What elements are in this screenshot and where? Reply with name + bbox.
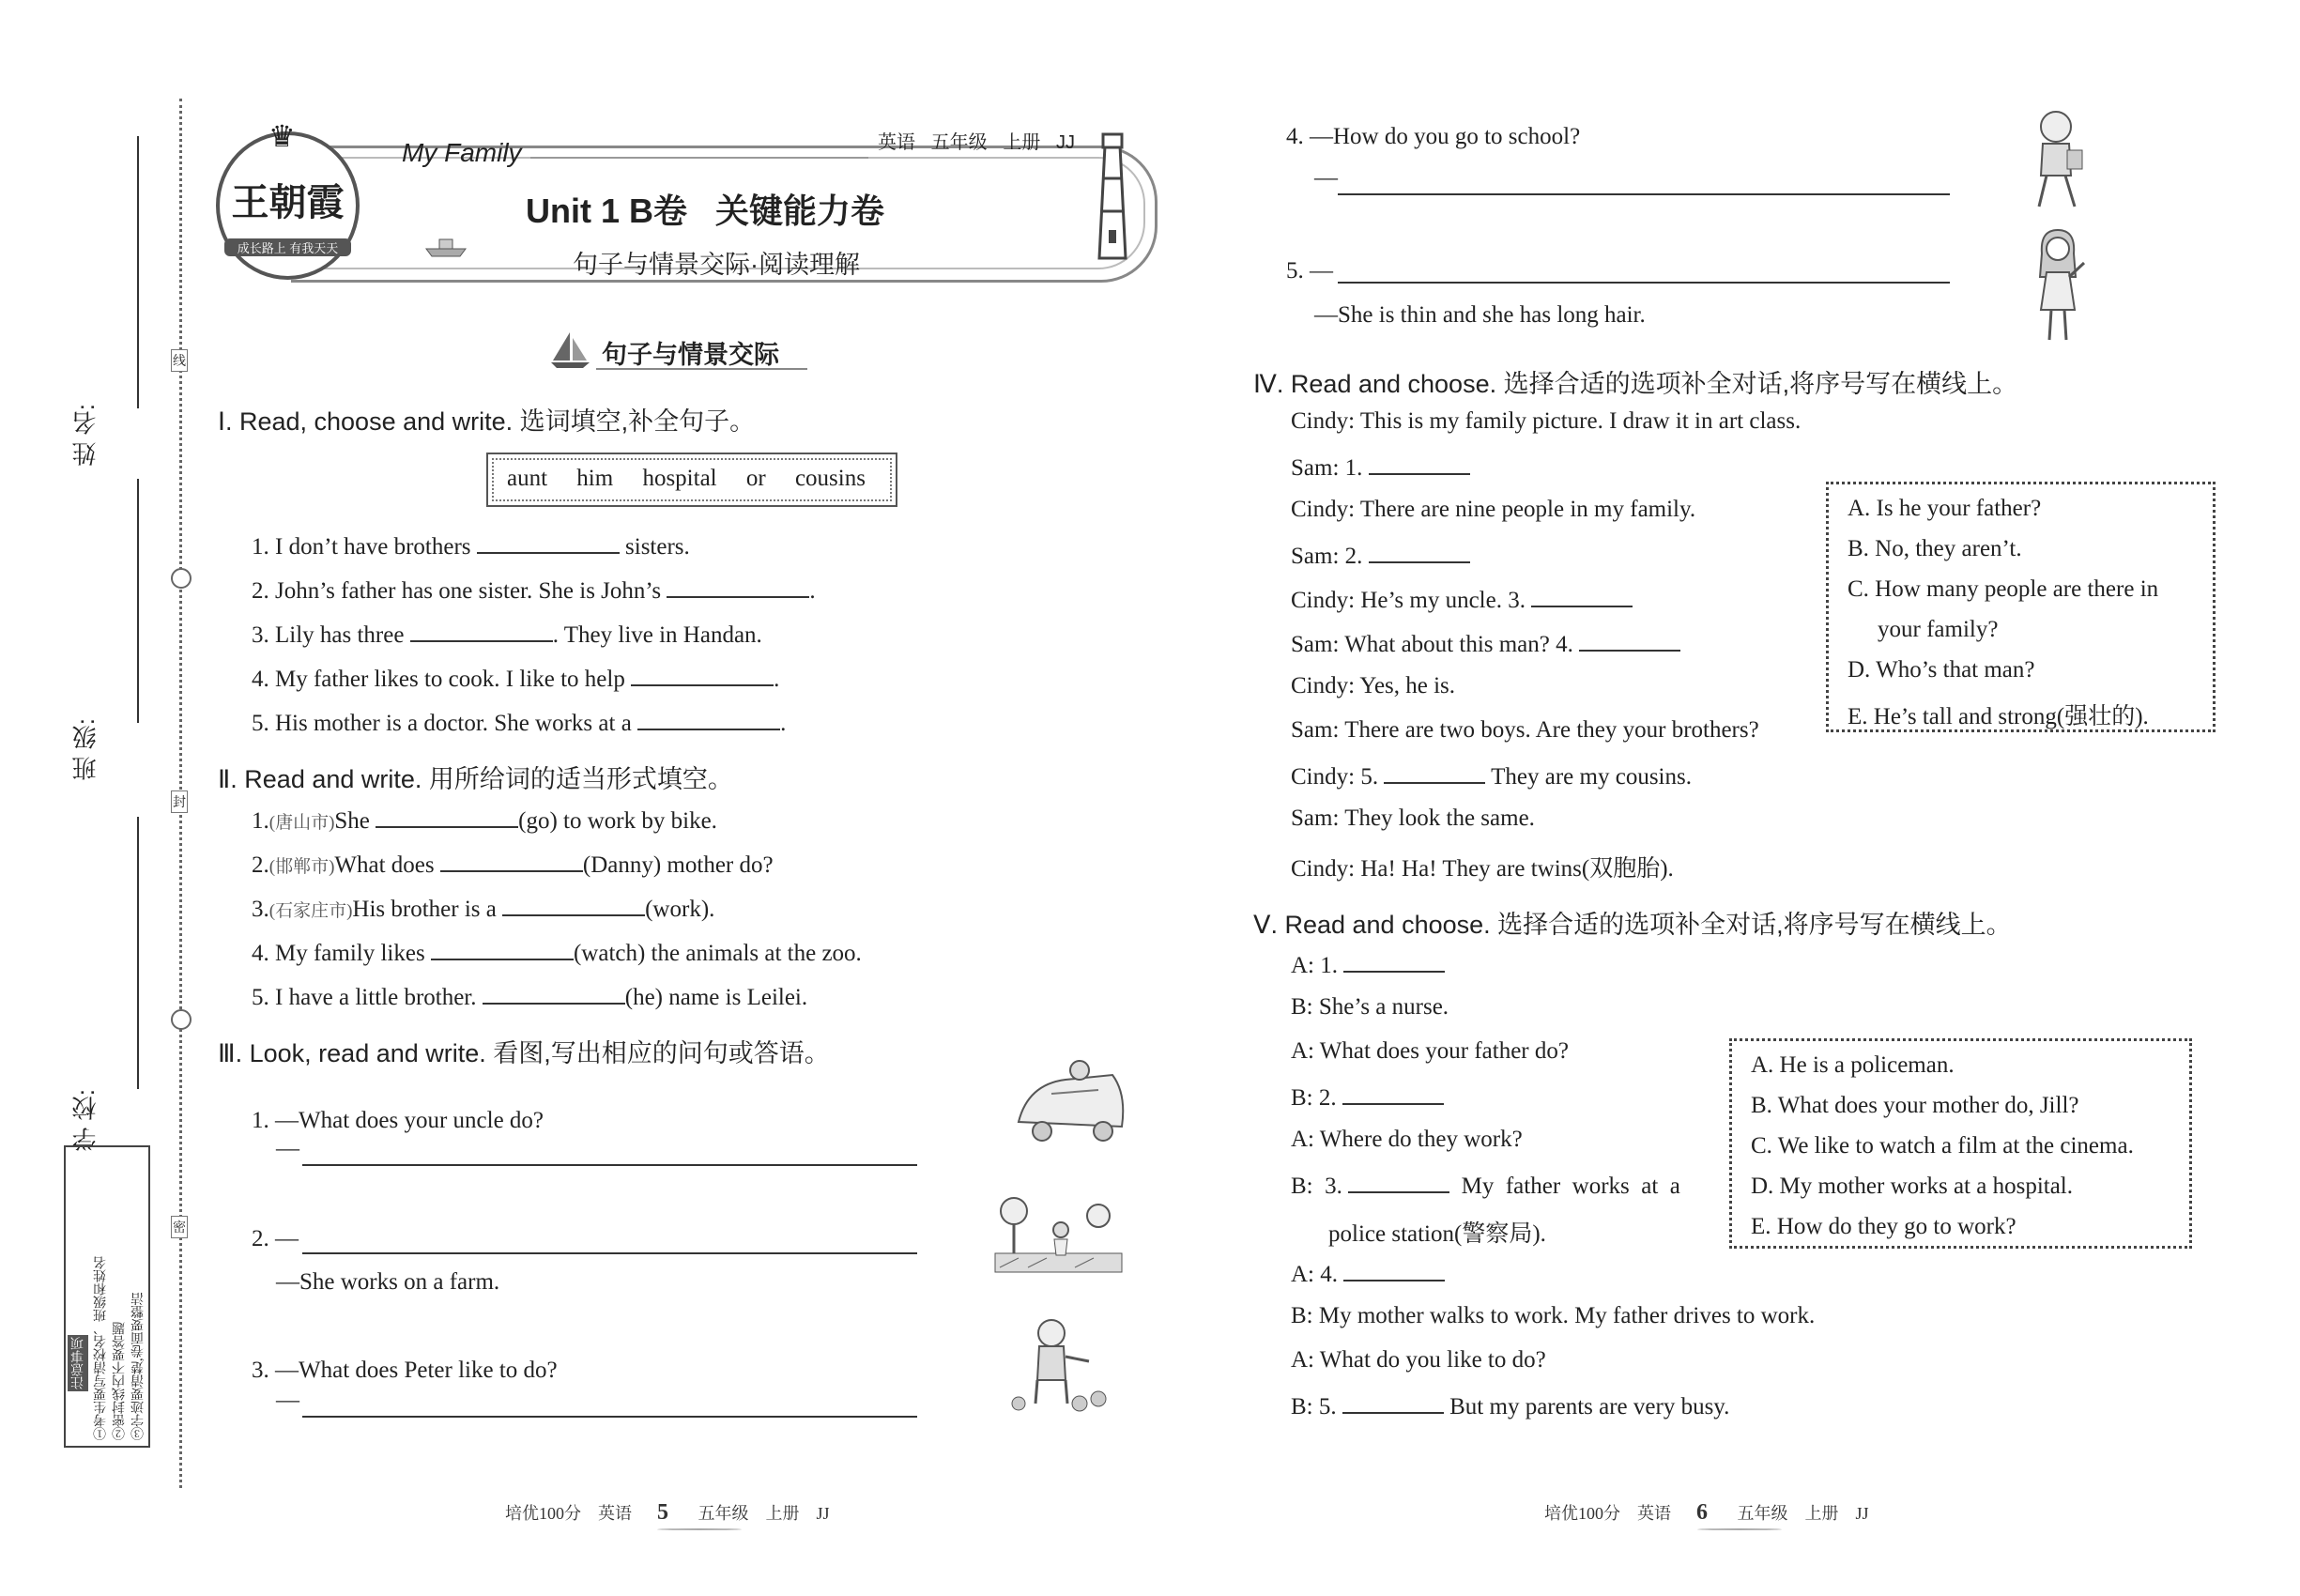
word-cousins: cousins bbox=[794, 466, 866, 491]
header bbox=[207, 108, 1183, 296]
part2-blank-3[interactable] bbox=[502, 894, 645, 916]
part2-item-3-num: 3. bbox=[252, 897, 269, 922]
boat-icon bbox=[422, 230, 469, 258]
part3-item-2-question: 2. — bbox=[252, 1226, 299, 1251]
part2-heading: Ⅱ. Read and write. 用所给词的适当形式填空。 bbox=[218, 765, 733, 793]
part2-item-5-num: 5. bbox=[252, 985, 269, 1010]
part2-blank-4[interactable] bbox=[431, 938, 574, 960]
part2-item-3-post: (work). bbox=[645, 897, 715, 922]
part5-line-7: police station(警察局). bbox=[1328, 1221, 1546, 1247]
tag-edition: JJ bbox=[1056, 132, 1076, 153]
part5-line-4 bbox=[1291, 1082, 1444, 1112]
part5-line-1 bbox=[1291, 950, 1445, 979]
word-or: or bbox=[745, 466, 766, 491]
part5-blank-1[interactable] bbox=[1343, 950, 1445, 973]
footer-left-edition: JJ bbox=[816, 1504, 830, 1523]
part3-answer-line-1[interactable] bbox=[302, 1164, 917, 1166]
part3-heading: Ⅲ. Look, read and write. 看图,写出相应的问句或答语。 bbox=[218, 1039, 830, 1067]
part5-line-6-post: My father works at a bbox=[1461, 1174, 1680, 1199]
tag-grade: 五年级 bbox=[930, 132, 988, 153]
seal-circle-1 bbox=[171, 568, 192, 589]
part4-line-3: Cindy: There are nine people in my family. bbox=[1291, 497, 1696, 522]
part4-line-9 bbox=[1291, 761, 1692, 790]
tag-subject: 英语 bbox=[878, 132, 915, 153]
part4-line-4 bbox=[1291, 541, 1470, 570]
part3-answer-line-4[interactable] bbox=[1338, 193, 1950, 195]
part2-item-4-post: (watch) the animals at the zoo. bbox=[573, 941, 862, 966]
part1-heading: Ⅰ. Read, choose and write. 选词填空,补全句子。 bbox=[218, 407, 756, 436]
class-label: 班 级: bbox=[71, 718, 100, 781]
part2-item-2-num: 2. bbox=[252, 852, 269, 878]
page-subtitle: 句子与情景交际·阅读理解 bbox=[573, 251, 860, 279]
word-hospital: hospital bbox=[642, 466, 717, 491]
part1-item-2-pre: 2. John’s father has one sister. She is John’s bbox=[252, 578, 662, 604]
part5-line-11-pre: B: 5. bbox=[1291, 1394, 1337, 1420]
part5-line-5: A: Where do they work? bbox=[1291, 1127, 1523, 1152]
section-banner bbox=[549, 330, 831, 377]
part4-line-5-text: Cindy: He’s my uncle. 3. bbox=[1291, 588, 1526, 613]
part3-answer-line-3[interactable] bbox=[302, 1416, 917, 1418]
boy-watering-flowers-picture bbox=[1009, 1314, 1112, 1418]
part1-item-3-pre: 3. Lily has three bbox=[252, 622, 405, 648]
part4-option-e: E. He’s tall and strong(强壮的). bbox=[1848, 704, 2149, 729]
part1-item-5 bbox=[252, 708, 786, 737]
word-bank-words bbox=[507, 466, 866, 492]
part5-line-2: B: She’s a nurse. bbox=[1291, 994, 1449, 1020]
part2-item-5 bbox=[252, 982, 807, 1011]
part1-item-4 bbox=[252, 664, 779, 693]
part2-blank-5[interactable] bbox=[483, 982, 625, 1005]
lighthouse-icon bbox=[1084, 127, 1141, 268]
girl-long-hair-picture bbox=[2023, 225, 2093, 347]
cut-mark-2: 封 bbox=[171, 790, 188, 813]
part3-item-3-answer-dash: — bbox=[276, 1388, 299, 1413]
part2-item-2-pre: What does bbox=[334, 852, 435, 878]
part1-item-4-post: . bbox=[774, 667, 780, 692]
footer-right-grade: 五年级 bbox=[1737, 1504, 1788, 1523]
footer-right-term: 上册 bbox=[1804, 1504, 1839, 1523]
part4-blank-3[interactable] bbox=[1531, 585, 1633, 607]
part4-line-1: Cindy: This is my family picture. I draw it in art class. bbox=[1291, 408, 1802, 434]
part5-option-a: A. He is a policeman. bbox=[1751, 1052, 1955, 1078]
part4-line-11: Cindy: Ha! Ha! They are twins(双胞胎). bbox=[1291, 856, 1674, 882]
part4-heading: Ⅳ. Read and choose. 选择合适的选项补全对话,将序号写在横线上。 bbox=[1253, 370, 2018, 398]
unit-topic: My Family bbox=[402, 138, 522, 167]
part2-item-2-city: (邯郸市) bbox=[268, 857, 335, 877]
farm-picture bbox=[990, 1188, 1127, 1277]
footer-left-series: 培优100分 bbox=[505, 1504, 581, 1523]
school-label: 学 校: bbox=[71, 1089, 100, 1152]
class-line bbox=[137, 479, 139, 723]
notice-item-2: ②密封线内不要答题 bbox=[113, 1322, 127, 1440]
part1-item-2 bbox=[252, 575, 816, 605]
part5-option-e: E. How do they go to work? bbox=[1751, 1214, 2016, 1239]
section-banner-title: 句子与情景交际 bbox=[602, 341, 779, 369]
footer-right bbox=[1544, 1500, 1869, 1526]
part2-item-4-num: 4. bbox=[252, 941, 269, 966]
part4-line-4-text: Sam: 2. bbox=[1291, 544, 1363, 569]
part2-item-4 bbox=[252, 938, 862, 967]
part1-item-4-pre: 4. My father likes to cook. I like to help bbox=[252, 667, 625, 692]
part2-item-1-num: 1. bbox=[252, 808, 269, 834]
part2-item-5-pre: I have a little brother. bbox=[275, 985, 477, 1010]
part4-line-9-post: They are my cousins. bbox=[1491, 764, 1692, 790]
part2-item-2 bbox=[252, 850, 774, 879]
topic-underline bbox=[530, 157, 868, 159]
part5-option-c: C. We like to watch a film at the cinema. bbox=[1751, 1133, 2134, 1159]
part1-item-1 bbox=[252, 531, 690, 560]
part5-options-box bbox=[1729, 1038, 2192, 1249]
part5-line-9: B: My mother walks to work. My father drives to work. bbox=[1291, 1303, 1816, 1328]
part4-line-2-text: Sam: 1. bbox=[1291, 455, 1363, 481]
page-title: Unit 1 B卷 关键能力卷 bbox=[526, 192, 885, 230]
driver-car-picture bbox=[1009, 1056, 1131, 1145]
part5-line-1-text: A: 1. bbox=[1291, 953, 1338, 978]
part2-item-1-pre: She bbox=[334, 808, 370, 834]
part4-line-2 bbox=[1291, 453, 1470, 482]
part3-item-5-answer: —She is thin and she has long hair. bbox=[1314, 302, 1646, 328]
part1-item-1-post: sisters. bbox=[625, 534, 690, 560]
part1-item-5-post: . bbox=[780, 711, 787, 736]
part2-blank-2[interactable] bbox=[440, 850, 583, 872]
part5-blank-5[interactable] bbox=[1342, 1391, 1444, 1414]
part4-line-8: Sam: There are two boys. Are they your brothers? bbox=[1291, 717, 1759, 743]
footer-right-series: 培优100分 bbox=[1544, 1504, 1620, 1523]
word-him: him bbox=[576, 466, 614, 491]
footer-left bbox=[505, 1500, 830, 1526]
footer-left-subject: 英语 bbox=[598, 1504, 632, 1523]
part5-option-d: D. My mother works at a hospital. bbox=[1751, 1174, 2074, 1199]
notice-item-1: ①考生要写清校名、班级和姓名 bbox=[94, 1256, 108, 1440]
part2-item-5-post: (he) name is Leilei. bbox=[624, 985, 808, 1010]
part3-answer-line-5[interactable] bbox=[1338, 282, 1950, 284]
part3-item-4-answer-dash: — bbox=[1314, 165, 1338, 191]
part3-item-4-question: 4. —How do you go to school? bbox=[1286, 124, 1581, 149]
part2-item-3 bbox=[252, 894, 714, 923]
part5-line-8 bbox=[1291, 1259, 1445, 1288]
part1-blank-5[interactable] bbox=[637, 708, 780, 730]
part2-item-1 bbox=[252, 806, 717, 835]
part3-item-1-answer-dash: — bbox=[276, 1136, 299, 1161]
banner-underline bbox=[596, 368, 807, 370]
footer-left-grade: 五年级 bbox=[698, 1504, 749, 1523]
part5-line-11-post: But my parents are very busy. bbox=[1449, 1394, 1730, 1420]
part1-item-2-post: . bbox=[809, 578, 816, 604]
part3-item-3-question: 3. —What does Peter like to do? bbox=[252, 1358, 558, 1383]
word-bank bbox=[486, 453, 897, 507]
notice-box bbox=[64, 1145, 150, 1448]
part4-line-5 bbox=[1291, 585, 1633, 614]
part1-blank-3[interactable] bbox=[410, 620, 553, 642]
part4-option-b: B. No, they aren’t. bbox=[1848, 536, 2022, 561]
part4-option-a: A. Is he your father? bbox=[1848, 496, 2042, 521]
part2-item-1-post: (go) to work by bike. bbox=[518, 808, 717, 834]
notice-item-3: ③字迹要清楚,卷面要整洁 bbox=[131, 1292, 146, 1440]
part4-line-10: Sam: They look the same. bbox=[1291, 806, 1535, 831]
part3-answer-line-2[interactable] bbox=[302, 1252, 917, 1254]
tag-term: 上册 bbox=[1003, 132, 1041, 153]
part2-item-2-post: (Danny) mother do? bbox=[582, 852, 774, 878]
seal-circle-2 bbox=[171, 1009, 192, 1030]
footer-left-page-number: 5 bbox=[657, 1500, 668, 1525]
part5-line-6-pre: B: 3. bbox=[1291, 1174, 1342, 1199]
part1-blank-2[interactable] bbox=[667, 575, 809, 598]
part5-line-6 bbox=[1291, 1171, 1680, 1200]
footer-left-swoosh bbox=[657, 1528, 742, 1530]
part4-line-9-pre: Cindy: 5. bbox=[1291, 764, 1379, 790]
subject-tags bbox=[878, 127, 1075, 154]
cut-mark-1: 线 bbox=[171, 349, 188, 372]
part5-blank-4[interactable] bbox=[1343, 1259, 1445, 1281]
footer-right-swoosh bbox=[1697, 1528, 1782, 1530]
footer-right-subject: 英语 bbox=[1637, 1504, 1671, 1523]
notice-title: 注意事项 bbox=[68, 1335, 88, 1391]
part5-line-8-text: A: 4. bbox=[1291, 1262, 1338, 1287]
part4-blank-4[interactable] bbox=[1579, 629, 1680, 652]
footer-right-page-number: 6 bbox=[1696, 1500, 1708, 1525]
boy-walking-picture bbox=[2018, 108, 2093, 221]
logo bbox=[216, 119, 360, 280]
crown-icon: ♛ bbox=[268, 119, 296, 153]
part5-blank-3[interactable] bbox=[1348, 1171, 1449, 1193]
part4-line-6-text: Sam: What about this man? 4. bbox=[1291, 632, 1573, 657]
part1-item-3-post: . They live in Handan. bbox=[552, 622, 762, 648]
school-line bbox=[137, 817, 139, 1089]
footer-right-edition: JJ bbox=[1855, 1504, 1869, 1523]
part4-blank-1[interactable] bbox=[1369, 453, 1470, 475]
logo-subtitle: 成长路上 有我天天 bbox=[224, 238, 351, 256]
part2-item-1-city: (唐山市) bbox=[268, 813, 335, 833]
name-label: 姓 名: bbox=[71, 404, 100, 467]
part4-option-c-cont: your family? bbox=[1878, 617, 1999, 642]
part5-line-4-text: B: 2. bbox=[1291, 1085, 1337, 1111]
part5-line-3: A: What does your father do? bbox=[1291, 1038, 1569, 1064]
word-aunt: aunt bbox=[507, 466, 548, 491]
part1-item-3 bbox=[252, 620, 762, 649]
logo-text: 王朝霞 bbox=[231, 181, 345, 223]
part1-blank-1[interactable] bbox=[477, 531, 620, 554]
part5-line-10: A: What do you like to do? bbox=[1291, 1347, 1546, 1373]
part2-item-3-city: (石家庄市) bbox=[268, 901, 353, 921]
part1-item-5-pre: 5. His mother is a doctor. She works at a bbox=[252, 711, 632, 736]
footer-left-term: 上册 bbox=[765, 1504, 800, 1523]
part1-item-1-pre: 1. I don’t have brothers bbox=[252, 534, 471, 560]
part4-line-6 bbox=[1291, 629, 1680, 658]
part5-blank-2[interactable] bbox=[1342, 1082, 1444, 1105]
sailboat-icon bbox=[549, 330, 591, 370]
cut-mark-3: 密 bbox=[171, 1216, 188, 1238]
part4-option-d: D. Who’s that man? bbox=[1848, 657, 2035, 683]
part2-item-3-pre: His brother is a bbox=[352, 897, 497, 922]
part5-heading: Ⅴ. Read and choose. 选择合适的选项补全对话,将序号写在横线上。 bbox=[1253, 911, 2012, 939]
binding-margin bbox=[56, 94, 197, 1483]
part2-blank-1[interactable] bbox=[376, 806, 518, 828]
part3-item-1-question: 1. —What does your uncle do? bbox=[252, 1108, 544, 1133]
part3-item-2-answer: —She works on a farm. bbox=[276, 1269, 500, 1295]
part4-option-c: C. How many people are there in bbox=[1848, 576, 2159, 602]
part4-blank-5[interactable] bbox=[1384, 761, 1485, 784]
part4-blank-2[interactable] bbox=[1369, 541, 1470, 563]
part5-option-b: B. What does your mother do, Jill? bbox=[1751, 1093, 2079, 1118]
part4-line-7: Cindy: Yes, he is. bbox=[1291, 673, 1456, 698]
part2-item-4-pre: My family likes bbox=[275, 941, 425, 966]
part1-blank-4[interactable] bbox=[631, 664, 774, 686]
part3-item-5-question: 5. — bbox=[1286, 258, 1333, 284]
name-line bbox=[137, 136, 139, 408]
part5-line-11 bbox=[1291, 1391, 1729, 1420]
part4-options-box bbox=[1826, 482, 2216, 732]
